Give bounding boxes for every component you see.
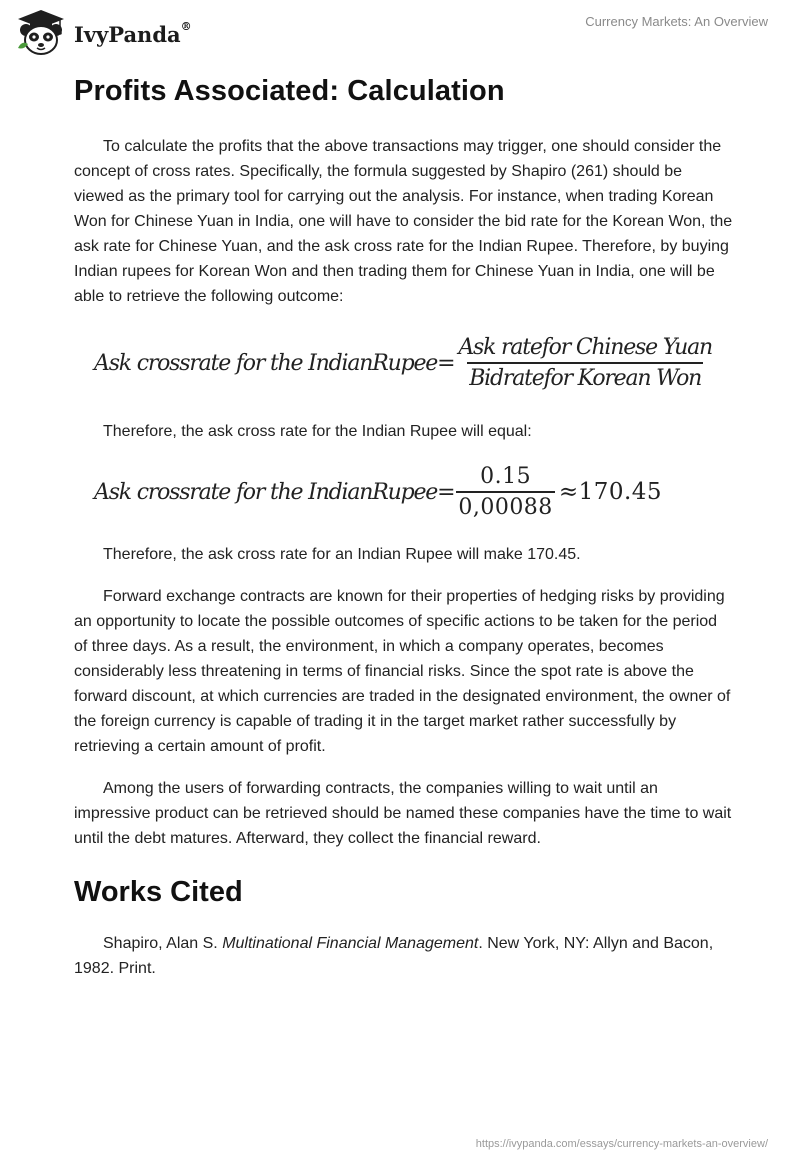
formula-denominator: Bidratefor Korean Won	[467, 362, 703, 391]
formula-fraction	[456, 335, 714, 391]
citation-publisher: . New York, NY: Allyn and Bacon, 1982. Print.	[74, 935, 714, 977]
paragraph-forward-contracts: Forward exchange contracts are known for their properties of hedging risks by providing an opportunity to locate the possible outcomes of specific actions to be taken for the period of three days. As a result, the environment, in which a company operates, becomes considerably less threatening in terms of financial risks. Since the spot rate is above the forward discount, at which currencies are traded in the designated environment, the owner of the foreign currency is capable of trading it in the target market rather successfully by retrieving a certain amount of profit.	[74, 588, 731, 755]
document-title: Currency Markets: An Overview	[585, 14, 768, 29]
panda-graduate-icon	[14, 8, 68, 56]
formula-result: ≈170.45	[558, 479, 663, 505]
citation-title: Multinational Financial Management	[222, 935, 479, 952]
paragraph-cross-rates: To calculate the profits that the above transactions may trigger, one should consider the concept of cross rates. Specifically, the formula suggested by Shapiro (261) should be viewed as the primary tool for carrying out the analysis. For instance, when trading Korean Won for Chinese Yuan in India, one will have to consider the bid rate for the Korean Won, the ask rate for Chinese Yuan, and the ask cross rate for the Indian Rupee. Therefore, by buying Indian rupees for Korean Won and then trading them for Chinese Yuan in India, one will be able to retrieve the following outcome:	[74, 138, 733, 305]
formula-lhs: Ask crossrate for the IndianRupee=	[94, 350, 455, 376]
citation-entry	[74, 931, 734, 981]
ivypanda-logo[interactable]	[14, 8, 192, 56]
paragraph-users: Among the users of forwarding contracts, the companies willing to wait until an impressive product can be retrieved should be named these companies have the time to wait until the debt matures. Afterward, they collect the financial reward.	[74, 780, 732, 847]
logo-wordmark: IvyPanda®	[74, 19, 192, 47]
formula-denominator: 0,00088	[456, 491, 554, 520]
section-heading-profits: Profits Associated: Calculation	[74, 75, 505, 107]
formula-numerator: 0.15	[480, 464, 532, 489]
essay-content	[74, 70, 734, 981]
formula-fraction	[456, 464, 554, 520]
formula-ask-cross-rate-value	[94, 464, 734, 520]
page-header	[0, 0, 800, 60]
footer-url-link[interactable]: https://ivypanda.com/essays/currency-markets-an-overview/	[475, 1138, 768, 1150]
section-heading-works-cited: Works Cited	[74, 876, 243, 908]
citation-author: Shapiro, Alan S.	[103, 935, 223, 952]
formula-lhs: Ask crossrate for the IndianRupee=	[94, 479, 455, 505]
formula-ask-cross-rate	[94, 335, 734, 391]
paragraph-result: Therefore, the ask cross rate for an Indian Rupee will make 170.45.	[103, 546, 581, 563]
paragraph-ask-equal: Therefore, the ask cross rate for the Indian Rupee will equal:	[103, 423, 532, 440]
formula-numerator: Ask ratefor Chinese Yuan	[458, 335, 713, 360]
